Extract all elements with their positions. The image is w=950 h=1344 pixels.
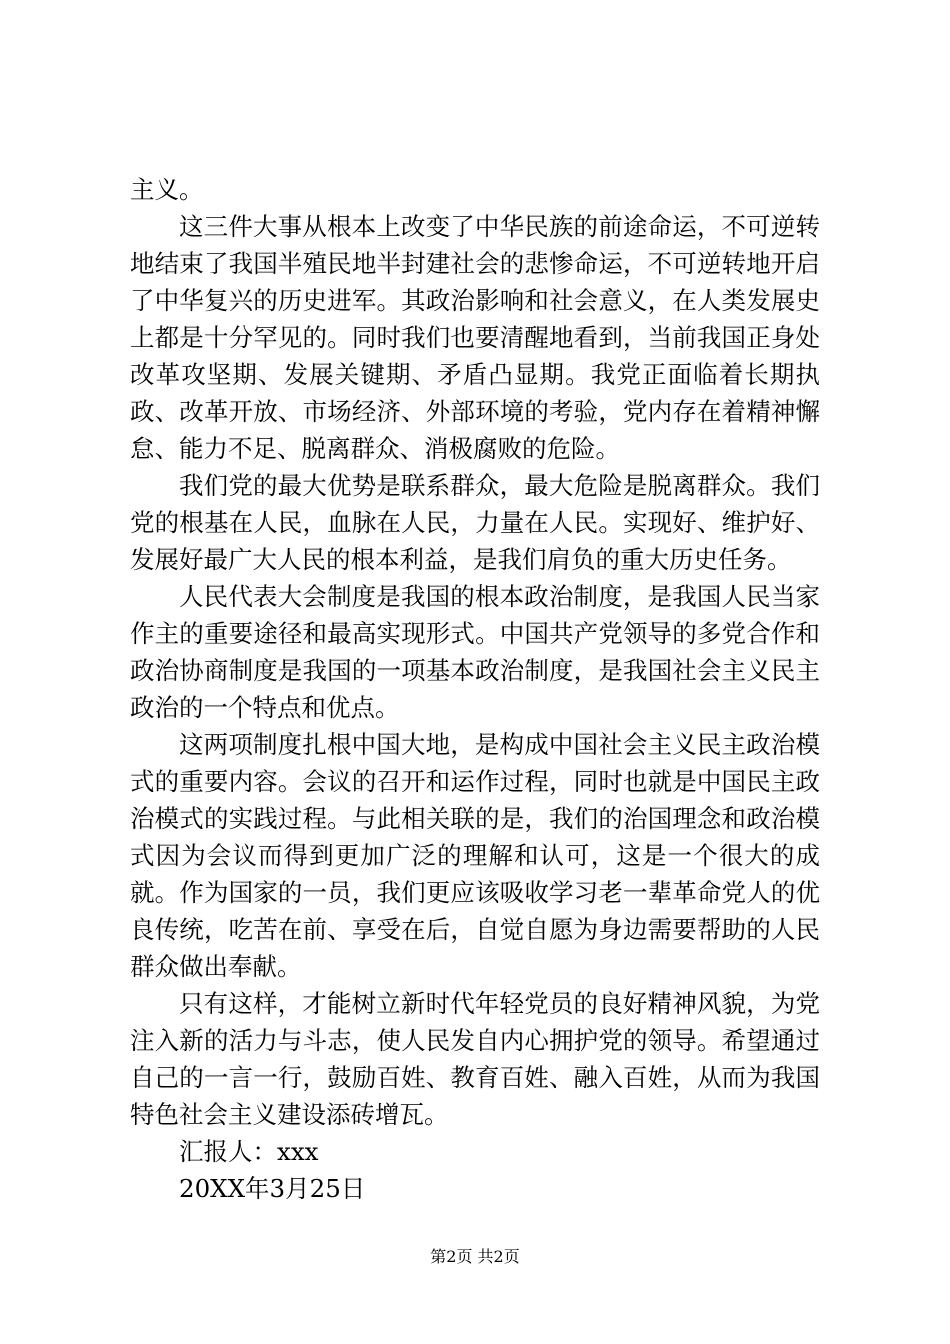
page-number: 第2页 共2页	[430, 1247, 520, 1266]
paragraph: 只有这样，才能树立新时代年轻党员的良好精神风貌，为党注入新的活力与斗志，使人民发自内心拥护党的领导。希望通过自己的一言一行，鼓励百姓、教育百姓、融入百姓，从而为我国特色社会主义建设添砖增瓦。	[130, 989, 820, 1129]
document-body	[130, 171, 820, 1207]
paragraph: 我们党的最大优势是联系群众，最大危险是脱离群众。我们党的根基在人民，血脉在人民，力量在人民。实现好、维护好、发展好最广大人民的根本利益，是我们肩负的重大历史任务。	[130, 471, 820, 574]
paragraph: 这三件大事从根本上改变了中华民族的前途命运，不可逆转地结束了我国半殖民地半封建社会的悲惨命运，不可逆转地开启了中华复兴的历史进军。其政治影响和社会意义，在人类发展史上都是十分罕见的。同时我们也要清醒地看到，当前我国正身处改革攻坚期、发展关键期、矛盾凸显期。我党正面临着长期执政、改革开放、市场经济、外部环境的考验，党内存在着精神懈怠、能力不足、脱离群众、消极腐败的危险。	[130, 212, 820, 463]
paragraph: 人民代表大会制度是我国的根本政治制度，是我国人民当家作主的重要途径和最高实现形式。中国共产党领导的多党合作和政治协商制度是我国的一项基本政治制度，是我国社会主义民主政治的一个特点和优点。	[130, 582, 820, 722]
paragraph: 这两项制度扎根中国大地，是构成中国社会主义民主政治模式的重要内容。会议的召开和运作过程，同时也就是中国民主政治模式的实践过程。与此相关联的是，我们的治国理念和政治模式因为会议而得到更加广泛的理解和认可，这是一个很大的成就。作为国家的一员，我们更应该吸收学习老一辈革命党人的优良传统，吃苦在前、享受在后，自觉自愿为身边需要帮助的人民群众做出奉献。	[130, 730, 820, 981]
reporter-line: 汇报人：xxx	[179, 1137, 319, 1166]
paragraph-continuation: 主义。	[130, 175, 204, 204]
date-line: 20XX年3月25日	[179, 1174, 366, 1203]
